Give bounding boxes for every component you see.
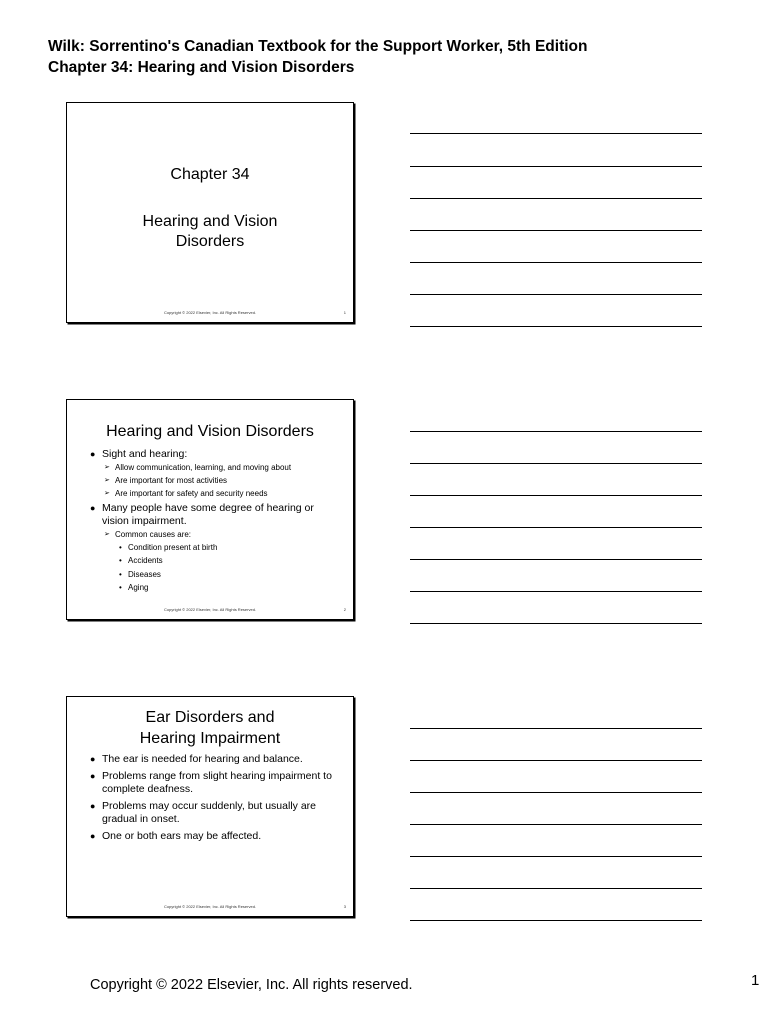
slide-footer <box>67 607 353 613</box>
notes-line <box>410 326 702 327</box>
sub-bullet-list <box>102 461 339 500</box>
bullet-list <box>67 448 353 594</box>
notes-line <box>410 262 702 263</box>
notes-line <box>410 760 702 761</box>
notes-line <box>410 792 702 793</box>
notes-line <box>410 527 702 528</box>
cause-item: • Accidents <box>115 554 339 567</box>
bullet-item: ● Problems may occur suddenly, but usually are gradual in onset. <box>67 800 353 826</box>
cause-item: • Aging <box>115 581 339 594</box>
slide-copyright: Copyright © 2022 Elsevier, Inc. All Rights Reserved. <box>163 310 257 315</box>
notes-line <box>410 431 702 432</box>
slide-heading-line: Hearing Impairment <box>139 730 281 747</box>
document-header <box>48 36 587 78</box>
notes-line <box>410 463 702 464</box>
slide-heading-line: Ear Disorders and <box>145 709 275 726</box>
notes-line <box>410 856 702 857</box>
slide-heading: Hearing and Vision Disorders <box>106 423 314 440</box>
notes-line <box>410 591 702 592</box>
cause-item: • Condition present at birth <box>115 541 339 554</box>
chapter-title: Chapter 34: Hearing and Vision Disorders <box>48 59 355 76</box>
sub-bullet-list <box>102 528 339 594</box>
document-title: Wilk: Sorrentino's Canadian Textbook for the Support Worker, 5th Edition <box>48 38 588 55</box>
notes-line <box>410 920 702 921</box>
slide-heading <box>67 707 353 749</box>
bullet-item: ● One or both ears may be affected. <box>67 830 353 843</box>
slide-number: 1 <box>343 310 346 315</box>
slide-copyright: Copyright © 2022 Elsevier, Inc. All Rights Reserved. <box>163 607 257 612</box>
slide-2 <box>66 399 354 620</box>
sub-bullet-item <box>102 528 339 594</box>
sub-bullet-item: ➢ Are important for most activities <box>102 474 339 487</box>
slide-subtitle <box>67 212 353 252</box>
sub-bullet-item: ➢ Are important for safety and security needs <box>102 487 339 500</box>
page-number: 1 <box>751 972 760 989</box>
slide-title: Chapter 34 <box>170 166 250 183</box>
bullet-text: Sight and hearing: <box>102 448 188 460</box>
slide-3 <box>66 696 354 917</box>
page-copyright: Copyright © 2022 Elsevier, Inc. All rights reserved. <box>90 977 413 993</box>
notes-line <box>410 623 702 624</box>
notes-line <box>410 133 702 134</box>
slide-number: 2 <box>343 607 346 612</box>
slide-subtitle-line: Disorders <box>175 233 245 250</box>
bullet-item <box>67 502 353 594</box>
slide-copyright: Copyright © 2022 Elsevier, Inc. All Rights Reserved. <box>163 904 257 909</box>
bullet-list <box>67 753 353 843</box>
notes-line <box>410 888 702 889</box>
notes-line <box>410 824 702 825</box>
bullet-text: Many people have some degree of hearing or vision impairment. <box>102 502 314 527</box>
sub-bullet-text: Common causes are: <box>115 530 192 539</box>
notes-line <box>410 230 702 231</box>
notes-line <box>410 559 702 560</box>
slide-subtitle-line: Hearing and Vision <box>142 213 278 230</box>
notes-line <box>410 495 702 496</box>
sub-bullet-item: ➢ Allow communication, learning, and moving about <box>102 461 339 474</box>
notes-line <box>410 166 702 167</box>
slide-1 <box>66 102 354 323</box>
slide-number: 3 <box>343 904 346 909</box>
cause-list <box>115 541 339 594</box>
notes-line <box>410 294 702 295</box>
bullet-item <box>67 448 353 500</box>
notes-line <box>410 728 702 729</box>
slide-footer <box>67 904 353 910</box>
cause-item: • Diseases <box>115 568 339 581</box>
bullet-item: ● Problems range from slight hearing impairment to complete deafness. <box>67 770 353 796</box>
notes-line <box>410 198 702 199</box>
bullet-item: ● The ear is needed for hearing and balance. <box>67 753 353 766</box>
slide-footer <box>67 310 353 316</box>
